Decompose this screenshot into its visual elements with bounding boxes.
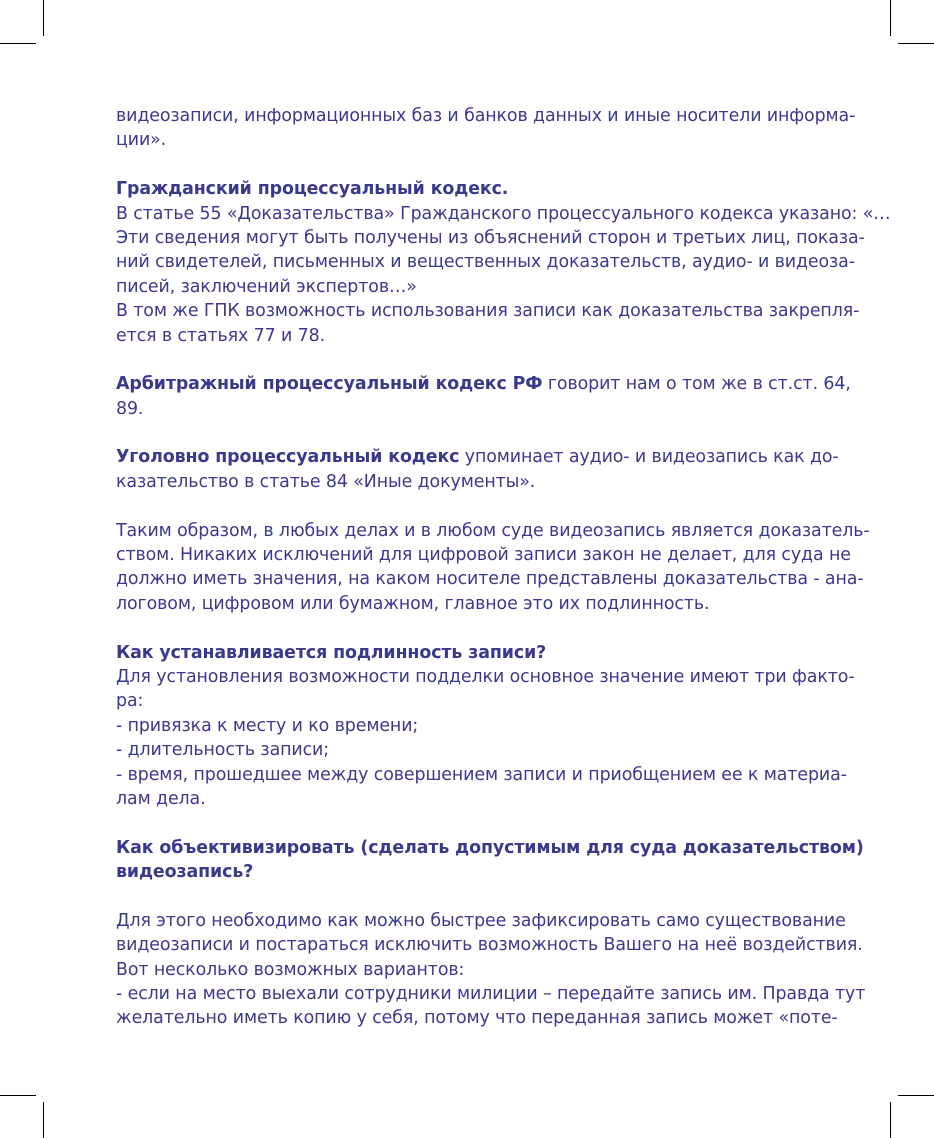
body-line: Эти сведения могут быть получены из объяснений сторон и третьих лиц, показа- bbox=[116, 227, 865, 248]
criminal-code-text: упоминает аудио- и видеозапись как до- bbox=[459, 447, 839, 468]
body-line: Для этого необходимо как можно быстрее зафиксировать само существование bbox=[116, 910, 846, 931]
body-line: В статье 55 «Доказательства» Гражданского процессуального кодекса указано: «… bbox=[116, 203, 891, 224]
crop-mark-bottom-left bbox=[43, 1102, 44, 1138]
criminal-code-heading: Уголовно процессуальный кодекс bbox=[116, 447, 460, 468]
body-line: ции». bbox=[116, 130, 167, 151]
list-item: - если на место выехали сотрудники милиции – передайте запись им. Правда тут bbox=[116, 984, 866, 1005]
body-line: Вот несколько возможных вариантов: bbox=[116, 959, 465, 980]
section-heading-authenticity: Как устанавливается подлинность записи? bbox=[116, 642, 547, 663]
crop-mark-left-top bbox=[0, 43, 36, 44]
body-line: видеозаписи и постараться исключить возможность Вашего на неё воздействия. bbox=[116, 935, 863, 956]
list-item: - длительность записи; bbox=[116, 740, 330, 761]
body-line: лам дела. bbox=[116, 788, 206, 809]
body-line: писей, заключений экспертов…» bbox=[116, 276, 417, 297]
body-line: должно иметь значения, на каком носителе представлены доказательства - ана- bbox=[116, 569, 864, 590]
section-heading-objectify: Как объективизировать (сделать допустимым для суда доказательством) bbox=[116, 837, 864, 858]
body-line: ний свидетелей, письменных и вещественных доказательств, аудио- и видеоза- bbox=[116, 252, 855, 273]
crop-mark-top-right bbox=[890, 0, 891, 36]
body-line: Для установления возможности подделки основное значение имеют три факто- bbox=[116, 666, 855, 687]
arbitration-code-text: говорит нам о том же в ст.ст. 64, bbox=[542, 374, 851, 395]
section-heading-civil-code: Гражданский процессуальный кодекс. bbox=[116, 179, 509, 200]
crop-mark-top-left bbox=[43, 0, 44, 36]
body-line: 89. bbox=[116, 398, 144, 419]
page-body bbox=[116, 104, 891, 1031]
body-line: логовом, цифровом или бумажном, главное это их подлинность. bbox=[116, 593, 710, 614]
body-line: казательство в статье 84 «Иные документы». bbox=[116, 471, 536, 492]
list-item: - привязка к месту и ко времени; bbox=[116, 715, 419, 736]
body-line: ра: bbox=[116, 691, 144, 712]
body-line: видеозаписи, информационных баз и банков данных и иные носители информа- bbox=[116, 106, 856, 126]
arbitration-code-heading: Арбитражный процессуальный кодекс РФ bbox=[116, 374, 543, 395]
body-line: В том же ГПК возможность использования записи как доказательства закрепля- bbox=[116, 301, 860, 322]
arbitration-code-paragraph bbox=[116, 372, 851, 396]
crop-mark-bottom-right bbox=[890, 1102, 891, 1138]
body-line: желательно иметь копию у себя, потому что переданная запись может «поте- bbox=[116, 1008, 838, 1029]
criminal-code-paragraph bbox=[116, 445, 839, 469]
section-heading-objectify-cont: видеозапись? bbox=[116, 862, 254, 883]
body-line: ется в статьях 77 и 78. bbox=[116, 325, 326, 346]
list-item: - время, прошедшее между совершением записи и приобщением ее к материа- bbox=[116, 764, 847, 785]
body-line: ством. Никаких исключений для цифровой записи закон не делает, для суда не bbox=[116, 545, 851, 566]
body-line: Таким образом, в любых делах и в любом суде видеозапись является доказатель- bbox=[116, 520, 870, 541]
crop-mark-left-bottom bbox=[0, 1095, 36, 1096]
crop-mark-right-top bbox=[898, 43, 934, 44]
crop-mark-right-bottom bbox=[898, 1095, 934, 1096]
